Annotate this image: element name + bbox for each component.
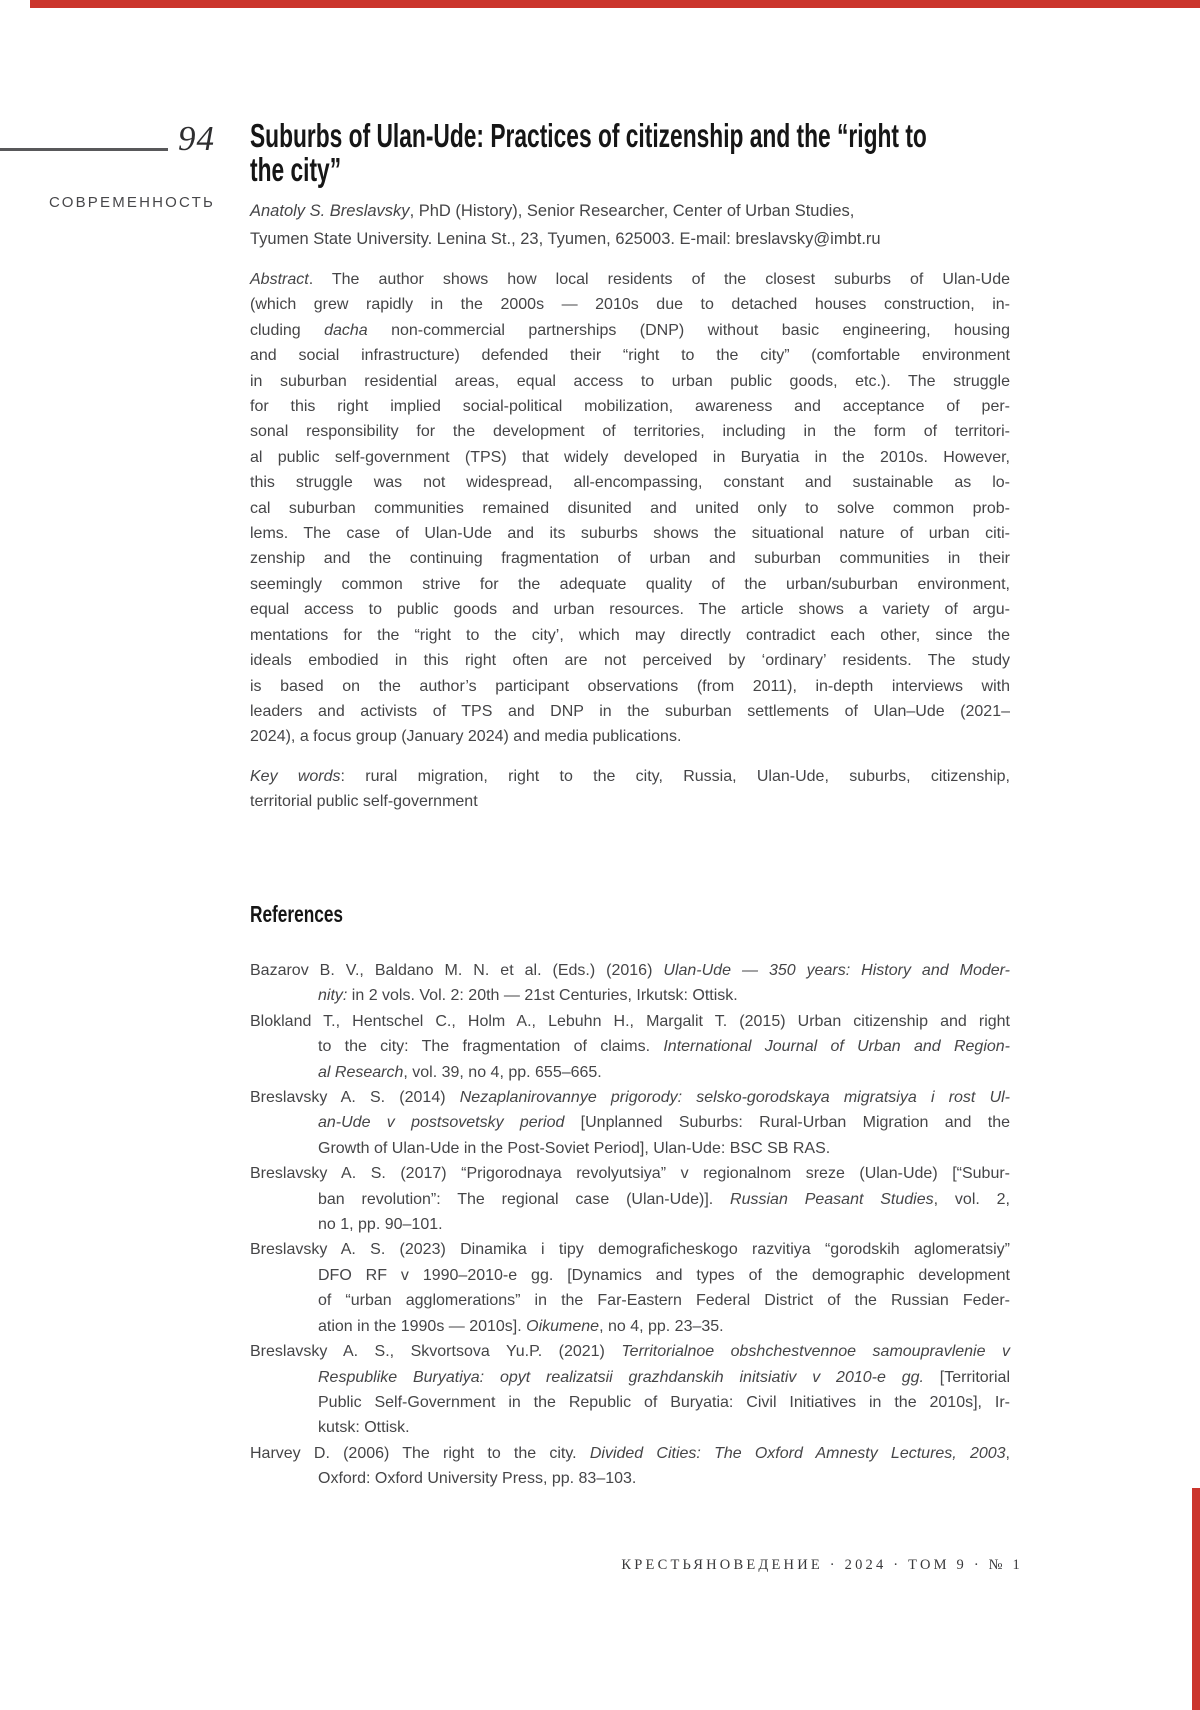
text-line: Bazarov B. V., Baldano M. N. et al. (Eds.) (2016) Ulan-Ude — 350 years: History and Moder- [250, 962, 1011, 979]
text-line: sonal responsibility for the development of territories, including in the form of territori- [250, 423, 1010, 441]
text-line: Blokland T., Hentschel C., Holm A., Lebuhn H., Margalit T. (2015) Urban citizenship and right [250, 1012, 1010, 1030]
text-line: Breslavsky A. S. (2014) Nezaplanirovannye prigorody: selsko-gorodskaya migratsiya i rost Ul- [250, 1089, 1010, 1107]
text-line: nity: in 2 vols. Vol. 2: 20th — 21st Centuries, Irkutsk: Ottisk. [318, 987, 738, 1005]
text-line: Breslavsky A. S. (2023) Dinamika i tipy demograficheskogo razvitiya “gorodskih aglomeratsiy” [250, 1241, 1010, 1259]
text-line: equal access to public goods and urban resources. The article shows a variety of argu- [250, 601, 1010, 619]
right-edge-accent-bar [1192, 1488, 1200, 1710]
reference-entry [250, 1009, 1010, 1085]
author-info [250, 197, 1010, 253]
top-edge-accent-bar [30, 0, 1200, 8]
reference-entry [250, 1339, 1010, 1441]
text-line: al Research, vol. 39, no 4, pp. 655–665. [318, 1063, 602, 1081]
text-line: kutsk: Ottisk. [318, 1419, 410, 1437]
text-line: leaders and activists of TPS and DNP in the suburban settlements of Ulan–Ude (2021– [250, 702, 1010, 720]
page-number: 94 [178, 119, 215, 158]
text-line: seemingly common strive for the adequate quality of the urban/suburban environment, [250, 575, 1010, 593]
text-line: the city” [250, 151, 342, 188]
text-line: an-Ude v postsovetsky period [Unplanned Suburbs: Rural-Urban Migration and the [318, 1114, 1010, 1132]
section-label: СОВРЕМЕННОСТЬ [49, 194, 215, 211]
text-line: Breslavsky A. S. (2017) “Prigorodnaya revolyutsiya” v regionalnom sreze (Ulan-Ude) [“Subur- [250, 1165, 1010, 1183]
text-line: for this right implied social-political mobilization, awareness and acceptance of per- [250, 398, 1010, 416]
text-line: al public self-government (TPS) that widely developed in Buryatia in the 2010s. However, [250, 448, 1010, 466]
text-line: ation in the 1990s — 2010s]. Oikumene, no 4, pp. 23–35. [318, 1317, 724, 1335]
text-line: no 1, pp. 90–101. [318, 1216, 443, 1234]
text-line: in suburban residential areas, equal access to urban public goods, etc.). The struggle [250, 372, 1010, 390]
text-line: Key words: rural migration, right to the city, Russia, Ulan-Ude, suburbs, citizenship, [250, 768, 1010, 785]
text-line: this struggle was not widespread, all-encompassing, constant and sustainable as lo- [250, 474, 1010, 492]
text-line: is based on the author’s participant observations (from 2011), in-depth interviews with [250, 677, 1010, 695]
text-line: zenship and the continuing fragmentation of urban and suburban communities in their [250, 550, 1010, 568]
text-line: ban revolution”: The regional case (Ulan-Ude)]. Russian Peasant Studies, vol. 2, [318, 1190, 1010, 1208]
text-line: cal suburban communities remained disunited and united only to solve common prob- [250, 499, 1010, 517]
text-line: DFO RF v 1990–2010-e gg. [Dynamics and types of the demographic development [318, 1266, 1010, 1284]
keywords [250, 764, 1010, 815]
abstract [250, 267, 1010, 750]
reference-entry [250, 1237, 1010, 1339]
text-line: cluding dacha non-commercial partnerships (DNP) without basic engineering, housing [250, 321, 1010, 339]
text-line: (which grew rapidly in the 2000s — 2010s due to detached houses construction, in- [250, 296, 1010, 314]
text-line: territorial public self-government [250, 793, 478, 811]
text-line: Breslavsky A. S., Skvortsova Yu.P. (2021) Territorialnoe obshchestvennoe samoupravlenie v [250, 1343, 1010, 1361]
text-line: to the city: The fragmentation of claims. International Journal of Urban and Region- [318, 1038, 1011, 1056]
text-line: Harvey D. (2006) The right to the city. Divided Cities: The Oxford Amnesty Lectures, 2003, [250, 1444, 1010, 1462]
reference-entry [250, 1161, 1010, 1237]
article-title [250, 119, 1023, 187]
text-line: and social infrastructure) defended their “right to the city” (comfortable environment [250, 347, 1010, 365]
text-line: Abstract. The author shows how local residents of the closest suburbs of Ulan-Ude [250, 271, 1010, 288]
references-heading: References [250, 901, 344, 927]
text-line: mentations for the “right to the city’, which may directly contradict each other, since the [250, 626, 1010, 644]
text-line: of “urban agglomerations” in the Far-Eastern Federal District of the Russian Feder- [318, 1292, 1010, 1310]
reference-entry [250, 958, 1010, 1009]
reference-entry [250, 1441, 1010, 1492]
text-line: ideals embodied in this right often are not perceived by ‘ordinary’ residents. The study [250, 652, 1010, 670]
text-line: lems. The case of Ulan-Ude and its suburbs shows the situational nature of urban citi- [250, 525, 1010, 543]
text-line: Respublike Buryatiya: opyt realizatsii grazhdanskih initsiativ v 2010-e gg. [Territorial [318, 1368, 1010, 1386]
text-line: 2024), a focus group (January 2024) and media publications. [250, 728, 682, 746]
text-line: Oxford: Oxford University Press, pp. 83–103. [318, 1470, 637, 1488]
text-line: Growth of Ulan-Ude in the Post-Soviet Period], Ulan-Ude: BSC SB RAS. [318, 1139, 831, 1157]
references-list [250, 958, 1010, 1492]
text-line: Anatoly S. Breslavsky, PhD (History), Senior Researcher, Center of Urban Studies, [250, 202, 855, 220]
text-line: Suburbs of Ulan-Ude: Practices of citizenship and the “right to [250, 117, 927, 154]
journal-footer: КРЕСТЬЯНОВЕДЕНИЕ · 2024 · ТОМ 9 · № 1 [621, 1557, 1023, 1573]
reference-entry [250, 1085, 1010, 1161]
text-line: Public Self-Government in the Republic of Buryatia: Civil Initiatives in the 2010s], Ir- [318, 1393, 1010, 1411]
text-line: Tyumen State University. Lenina St., 23, Tyumen, 625003. E-mail: breslavsky@imbt.ru [250, 230, 881, 248]
